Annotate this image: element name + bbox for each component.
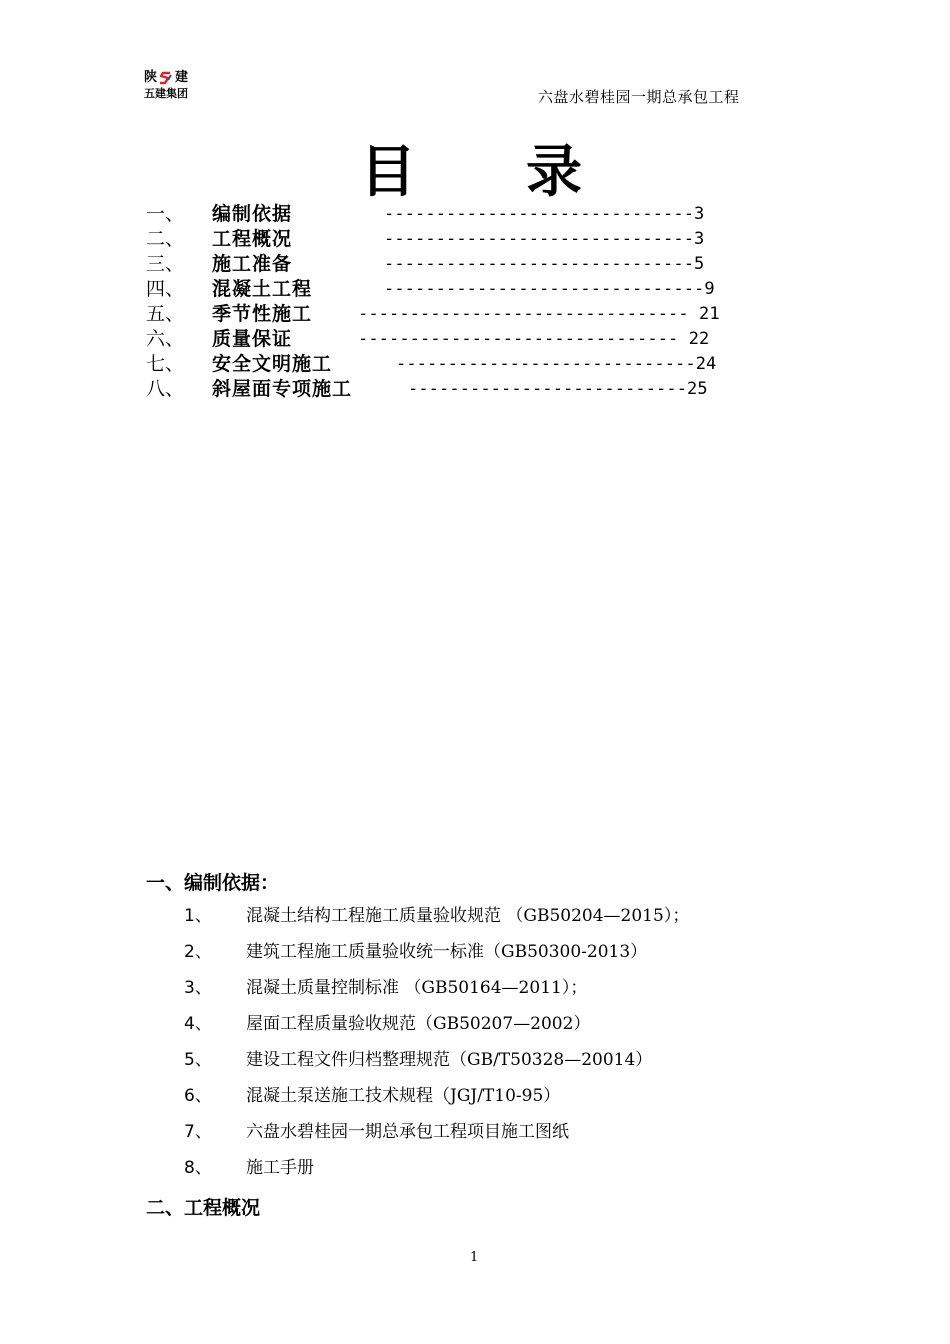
list-text: 建设工程文件归档整理规范（GB/T50328—20014） bbox=[246, 1050, 653, 1070]
toc-number: 七、 bbox=[146, 353, 185, 375]
toc-leader-page: ------------------------------3 bbox=[384, 229, 705, 249]
toc-label: 季节性施工 bbox=[212, 303, 313, 325]
toc-label: 安全文明施工 bbox=[212, 353, 333, 375]
company-logo bbox=[144, 70, 200, 101]
list-number: 3、 bbox=[184, 978, 212, 998]
toc-number: 一、 bbox=[146, 203, 185, 225]
list-text: 混凝土质量控制标准 （GB50164—2011）； bbox=[246, 978, 588, 998]
logo-subtitle: 五建集团 bbox=[144, 87, 188, 100]
toc-leader-page: ------------------------------- 22 bbox=[358, 329, 710, 349]
toc-label: 质量保证 bbox=[212, 328, 293, 350]
project-header: 六盘水碧桂园一期总承包工程 bbox=[538, 88, 740, 106]
page-title bbox=[360, 128, 582, 208]
list-text: 混凝土泵送施工技术规程（JGJ/T10-95） bbox=[246, 1086, 561, 1106]
title-char-2: 录 bbox=[526, 140, 582, 205]
list-number: 6、 bbox=[184, 1086, 212, 1106]
list-number: 2、 bbox=[184, 942, 212, 962]
toc-number: 六、 bbox=[146, 328, 185, 350]
toc-leader-page: ---------------------------25 bbox=[408, 379, 708, 399]
toc-number: 八、 bbox=[146, 378, 185, 400]
toc-label: 施工准备 bbox=[212, 253, 293, 275]
toc-leader-page: ------------------------------5 bbox=[384, 254, 705, 274]
toc-label: 工程概况 bbox=[212, 228, 293, 250]
toc-label: 编制依据 bbox=[212, 203, 293, 225]
toc-number: 四、 bbox=[146, 278, 185, 300]
toc-leader-page: -------------------------------- 21 bbox=[358, 304, 720, 324]
toc-leader-page: -------------------------------9 bbox=[384, 279, 715, 299]
list-text: 屋面工程质量验收规范（GB50207—2002） bbox=[246, 1014, 591, 1034]
list-number: 7、 bbox=[184, 1122, 212, 1142]
title-char-1: 目 bbox=[360, 140, 416, 205]
toc-number: 五、 bbox=[146, 303, 185, 325]
list-number: 5、 bbox=[184, 1050, 212, 1070]
logo-text-shaan: 陕 bbox=[144, 70, 158, 85]
list-text: 施工手册 bbox=[246, 1158, 314, 1178]
toc-number: 二、 bbox=[146, 228, 185, 250]
logo-text-jian: 建 bbox=[175, 70, 189, 85]
list-number: 1、 bbox=[184, 906, 212, 926]
list-text: 建筑工程施工质量验收统一标准（GB50300-2013） bbox=[246, 942, 648, 962]
list-text: 六盘水碧桂园一期总承包工程项目施工图纸 bbox=[246, 1122, 569, 1142]
page-number: 1 bbox=[470, 1250, 479, 1265]
toc-label: 混凝土工程 bbox=[212, 278, 313, 300]
list-number: 8、 bbox=[184, 1158, 212, 1178]
toc-number: 三、 bbox=[146, 253, 185, 275]
section-heading-basis: 一、编制依据： bbox=[146, 872, 280, 894]
toc-leader-page: ------------------------------3 bbox=[384, 204, 705, 224]
list-text: 混凝土结构工程施工质量验收规范 （GB50204—2015）； bbox=[246, 906, 690, 926]
logo-mark-icon bbox=[159, 71, 173, 85]
list-number: 4、 bbox=[184, 1014, 212, 1034]
section-heading-overview: 二、工程概况 bbox=[146, 1197, 261, 1219]
toc-label: 斜屋面专项施工 bbox=[212, 378, 353, 400]
toc-leader-page: -----------------------------24 bbox=[396, 354, 717, 374]
